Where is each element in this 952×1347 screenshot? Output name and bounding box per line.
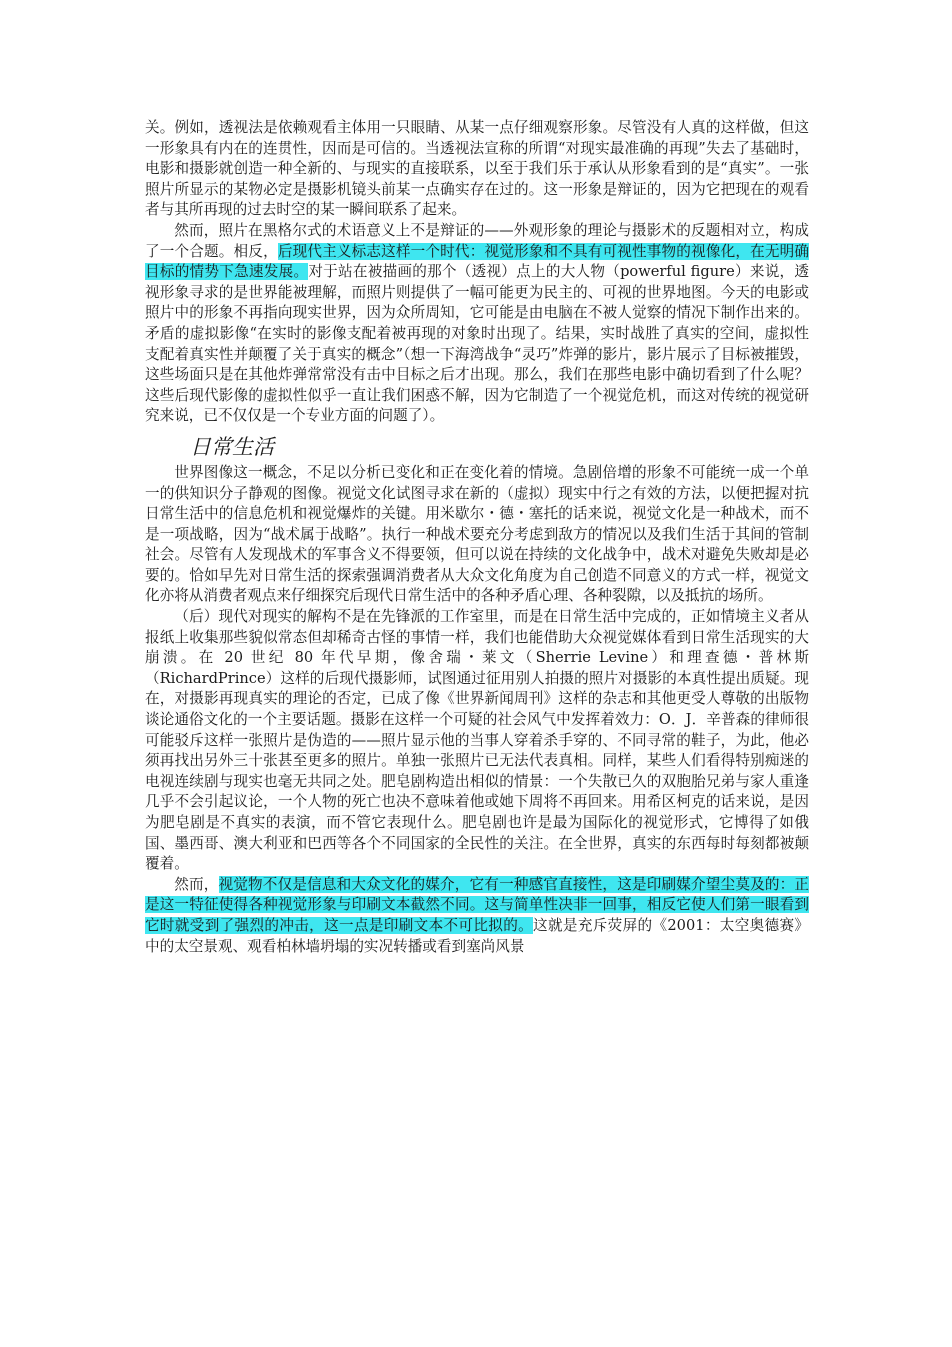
paragraph-4: （后）现代对现实的解构不是在先锋派的工作室里，而是在日常生活中完成的，正如情境主义者从报纸上收集那些貌似常态但却稀奇古怪的事情一样，我们也能借助大众视觉媒体看到日常生活现实的大崩溃。在 20 世纪 80 年代早期，像舍瑞・莱文（Sherrie Levine）和理查德・普林斯（RichardPrince）这样的后现代摄影师，试图通过征用别人拍摄的照片对摄影的本真性提出质疑。现在，对摄影再现真实的理论的否定，已成了像《世界新闻周刊》这样的杂志和其他更受人尊敬的出版物谈论通俗文化的一个主要话题。摄影在这样一个可疑的社会风气中发挥着效力：O．J．辛普森的律师很可能驳斥这样一张照片是伪造的——照片显示他的当事人穿着杀手穿的、不同寻常的鞋子，为此，他必须再找出另外三十张甚至更多的照片。单独一张照片已无法代表真相。同样，某些人们看得特别痴迷的电视连续剧与现实也毫无共同之处。肥皂剧构造出相似的情景：一个失散已久的双胞胎兄弟与家人重逢几乎不会引起议论，一个人物的死亡也决不意味着他或她下周将不再回来。用希区柯克的话来说，是因为肥皂剧是不真实的表演，而不管它表现什么。肥皂剧也许是最为国际化的视觉形式，它博得了如俄国、墨西哥、澳大利亚和巴西等各个不同国家的全民性的关注。在全世界，真实的东西每时每刻都被颠覆着。 (145, 608, 809, 873)
paragraph-1: 关。例如，透视法是依赖观看主体用一只眼睛、从某一点仔细观察形象。尽管没有人真的这样做，但这一形象具有内在的连贯性，因而是可信的。当透视法宣称的所谓“对现实最准确的再现”失去了基础时，电影和摄影就创造一种全新的、与现实的直接联系，以至于我们乐于承认从形象看到的是“真实”。一张照片所显示的某物必定是摄影机镜头前某一点确实存在过的。这一形象是辩证的，因为它把现在的观看者与其所再现的过去时空的某一瞬间联系了起来。 (145, 119, 809, 219)
section-heading: 日常生活 (190, 434, 274, 459)
paragraph-2-highlight: 后现代主义标志这样一个时代：视觉形象和不具有可视性事物的视像化，在无明确目标的情势下急速发展。 (145, 242, 809, 281)
paragraph-2-text: 然而，照片在黑格尔式的术语意义上不是辩证的——外观形象的理论与摄影术的反题相对立，构成了一个合题。相反， (145, 221, 809, 260)
paragraph-3: 世界图像这一概念，不足以分析已变化和正在变化着的情境。急剧倍增的形象不可能统一成一个单一的供知识分子静观的图像。视觉文化试图寻求在新的（虚拟）现实中行之有效的方法，以便把握对抗日常生活中的信息危机和视觉爆炸的关键。用米歇尔・德・塞托的话来说，视觉文化是一种战术，而不是一项战略，因为“战术属于战略”。执行一种战术要充分考虑到敌方的情况以及我们生活于其间的管制社会。尽管有人发现战术的军事含义不得要领，但可以说在持续的文化战争中，战术对避免失败却是必要的。恰如早先对日常生活的探索强调消费者从大众文化角度为自己创造不同意义的方式一样，视觉文化亦将从消费者观点来仔细探究后现代日常生活中的各种矛盾心理、各种裂隙，以及抵抗的场所。 (145, 463, 809, 605)
paragraph-5-text-after: 这就是充斥荧屏的《2001：太空奥德赛》中的太空景观、观看柏林墙坍塌的实况转播或看到塞尚风景 (145, 916, 809, 955)
document-page (145, 118, 809, 957)
paragraph-5-highlight: 视觉物不仅是信息和大众文化的媒介，它有一种感官直接性，这是印刷媒介望尘莫及的：正是这一特征使得各种视觉形象与印刷文本截然不同。这与简单性决非一回事，相反它使人们第一眼看到它时就受到了强烈的冲击，这一点是印刷文本不可比拟的。 (145, 875, 809, 934)
paragraph-5-text: 然而， (174, 875, 219, 893)
paragraph-2 (145, 221, 809, 427)
paragraph-2-text-after: 对于站在被描画的那个（透视）点上的大人物（powerful figure）来说，透视形象寻求的是世界能被理解，而照片则提供了一幅可能更为民主的、可视的世界地图。今天的电影或照片中的形象不再指向现实世界，因为众所周知，它可能是由电脑在不被人觉察的情况下制作出来的。矛盾的虚拟影像“在实时的影像支配着被再现的对象时出现了。结果，实时战胜了真实的空间，虚拟性支配着真实性并颠覆了关于真实的概念”（想一下海湾战争“灵巧”炸弹的影片，影片展示了目标被摧毁，这些场面只是在其他炸弹常常没有击中目标之后才出现。那么，我们在那些电影中确切看到了什么呢？这些后现代影像的虚拟性似乎一直让我们困惑不解，因为它制造了一个视觉危机，而这对传统的视觉研究来说，已不仅仅是一个专业方面的问题了）。 (145, 263, 809, 425)
paragraph-5 (145, 875, 809, 957)
